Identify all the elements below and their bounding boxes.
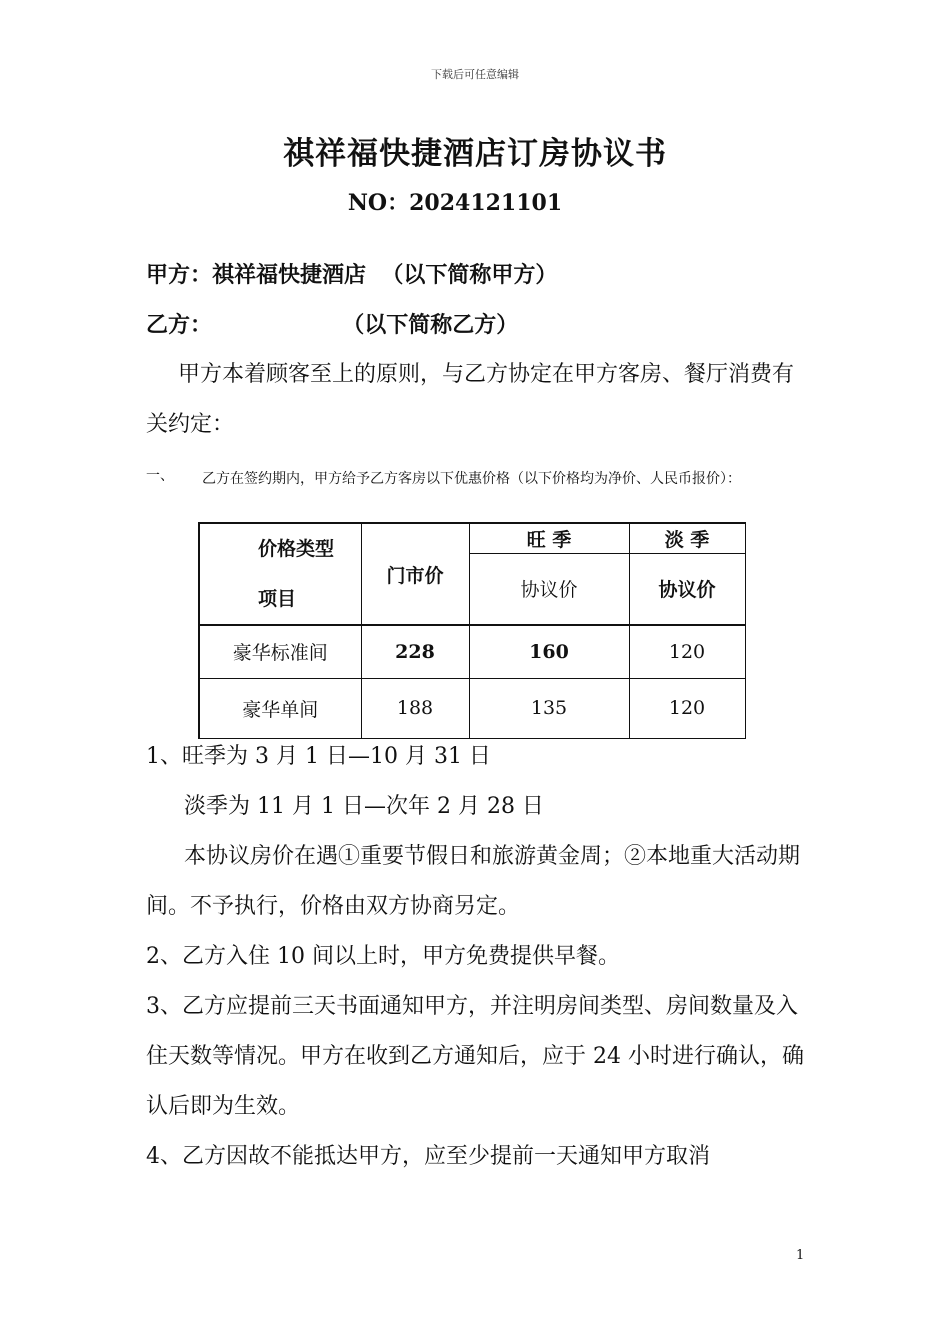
subheader-peak-agreed: 协议价 [469, 553, 629, 625]
room-type: 豪华单间 [199, 678, 361, 738]
header-note: 下载后可任意编辑 [431, 68, 519, 81]
item-3: 3、乙方应提前三天书面通知甲方，并注明房间类型、房间数量及入住天数等情况。甲方在收到乙方通知后，应于 24 小时进行确认，确认后即为生效。 [146, 994, 804, 1119]
table-row [199, 678, 745, 738]
rack-price: 188 [361, 678, 469, 738]
note-1-peak: 1、旺季为 3 月 1 日—10 月 31 日 [146, 744, 491, 769]
item-2: 2、乙方入住 10 间以上时，甲方免费提供早餐。 [146, 944, 620, 969]
header-rack-rate: 门市价 [361, 523, 469, 625]
header-type-line2: 项目 [258, 588, 297, 610]
table-row [199, 625, 745, 678]
off-price: 120 [629, 625, 745, 678]
clause-1-marker: 一、 [146, 468, 174, 484]
page-number: 1 [796, 1248, 805, 1263]
clause-1-text: 乙方在签约期内，甲方给予乙方客房以下优惠价格（以下价格均为净价、人民币报价）： [202, 471, 741, 487]
party-a-line: 甲方：祺祥福快捷酒店 （以下简称甲方） [146, 262, 558, 288]
header-off-season: 淡 季 [629, 523, 745, 553]
header-peak-season: 旺 季 [469, 523, 629, 553]
document-number: NO：2024121101 [347, 190, 563, 216]
rack-price: 228 [361, 625, 469, 678]
note-1-exception: 本协议房价在遇①重要节假日和旅游黄金周；②本地重大活动期间。不予执行，价格由双方协商另定。 [146, 844, 801, 919]
note-1-off: 淡季为 11 月 1 日—次年 2 月 28 日 [184, 794, 544, 819]
party-b-line: 乙方： （以下简称乙方） [146, 312, 519, 338]
price-table [198, 522, 746, 739]
intro-paragraph: 甲方本着顾客至上的原则，与乙方协定在甲方客房、餐厅消费有关约定： [146, 362, 795, 437]
peak-price: 135 [469, 678, 629, 738]
document-title: 祺祥福快捷酒店订房协议书 [283, 136, 667, 172]
peak-price: 160 [469, 625, 629, 678]
subheader-off-agreed: 协议价 [629, 553, 745, 625]
room-type: 豪华标准间 [199, 625, 361, 678]
header-type-line1: 价格类型 [258, 538, 335, 560]
item-4: 4、乙方因故不能抵达甲方，应至少提前一天通知甲方取消 [146, 1144, 710, 1169]
off-price: 120 [629, 678, 745, 738]
header-price-type [199, 523, 361, 625]
